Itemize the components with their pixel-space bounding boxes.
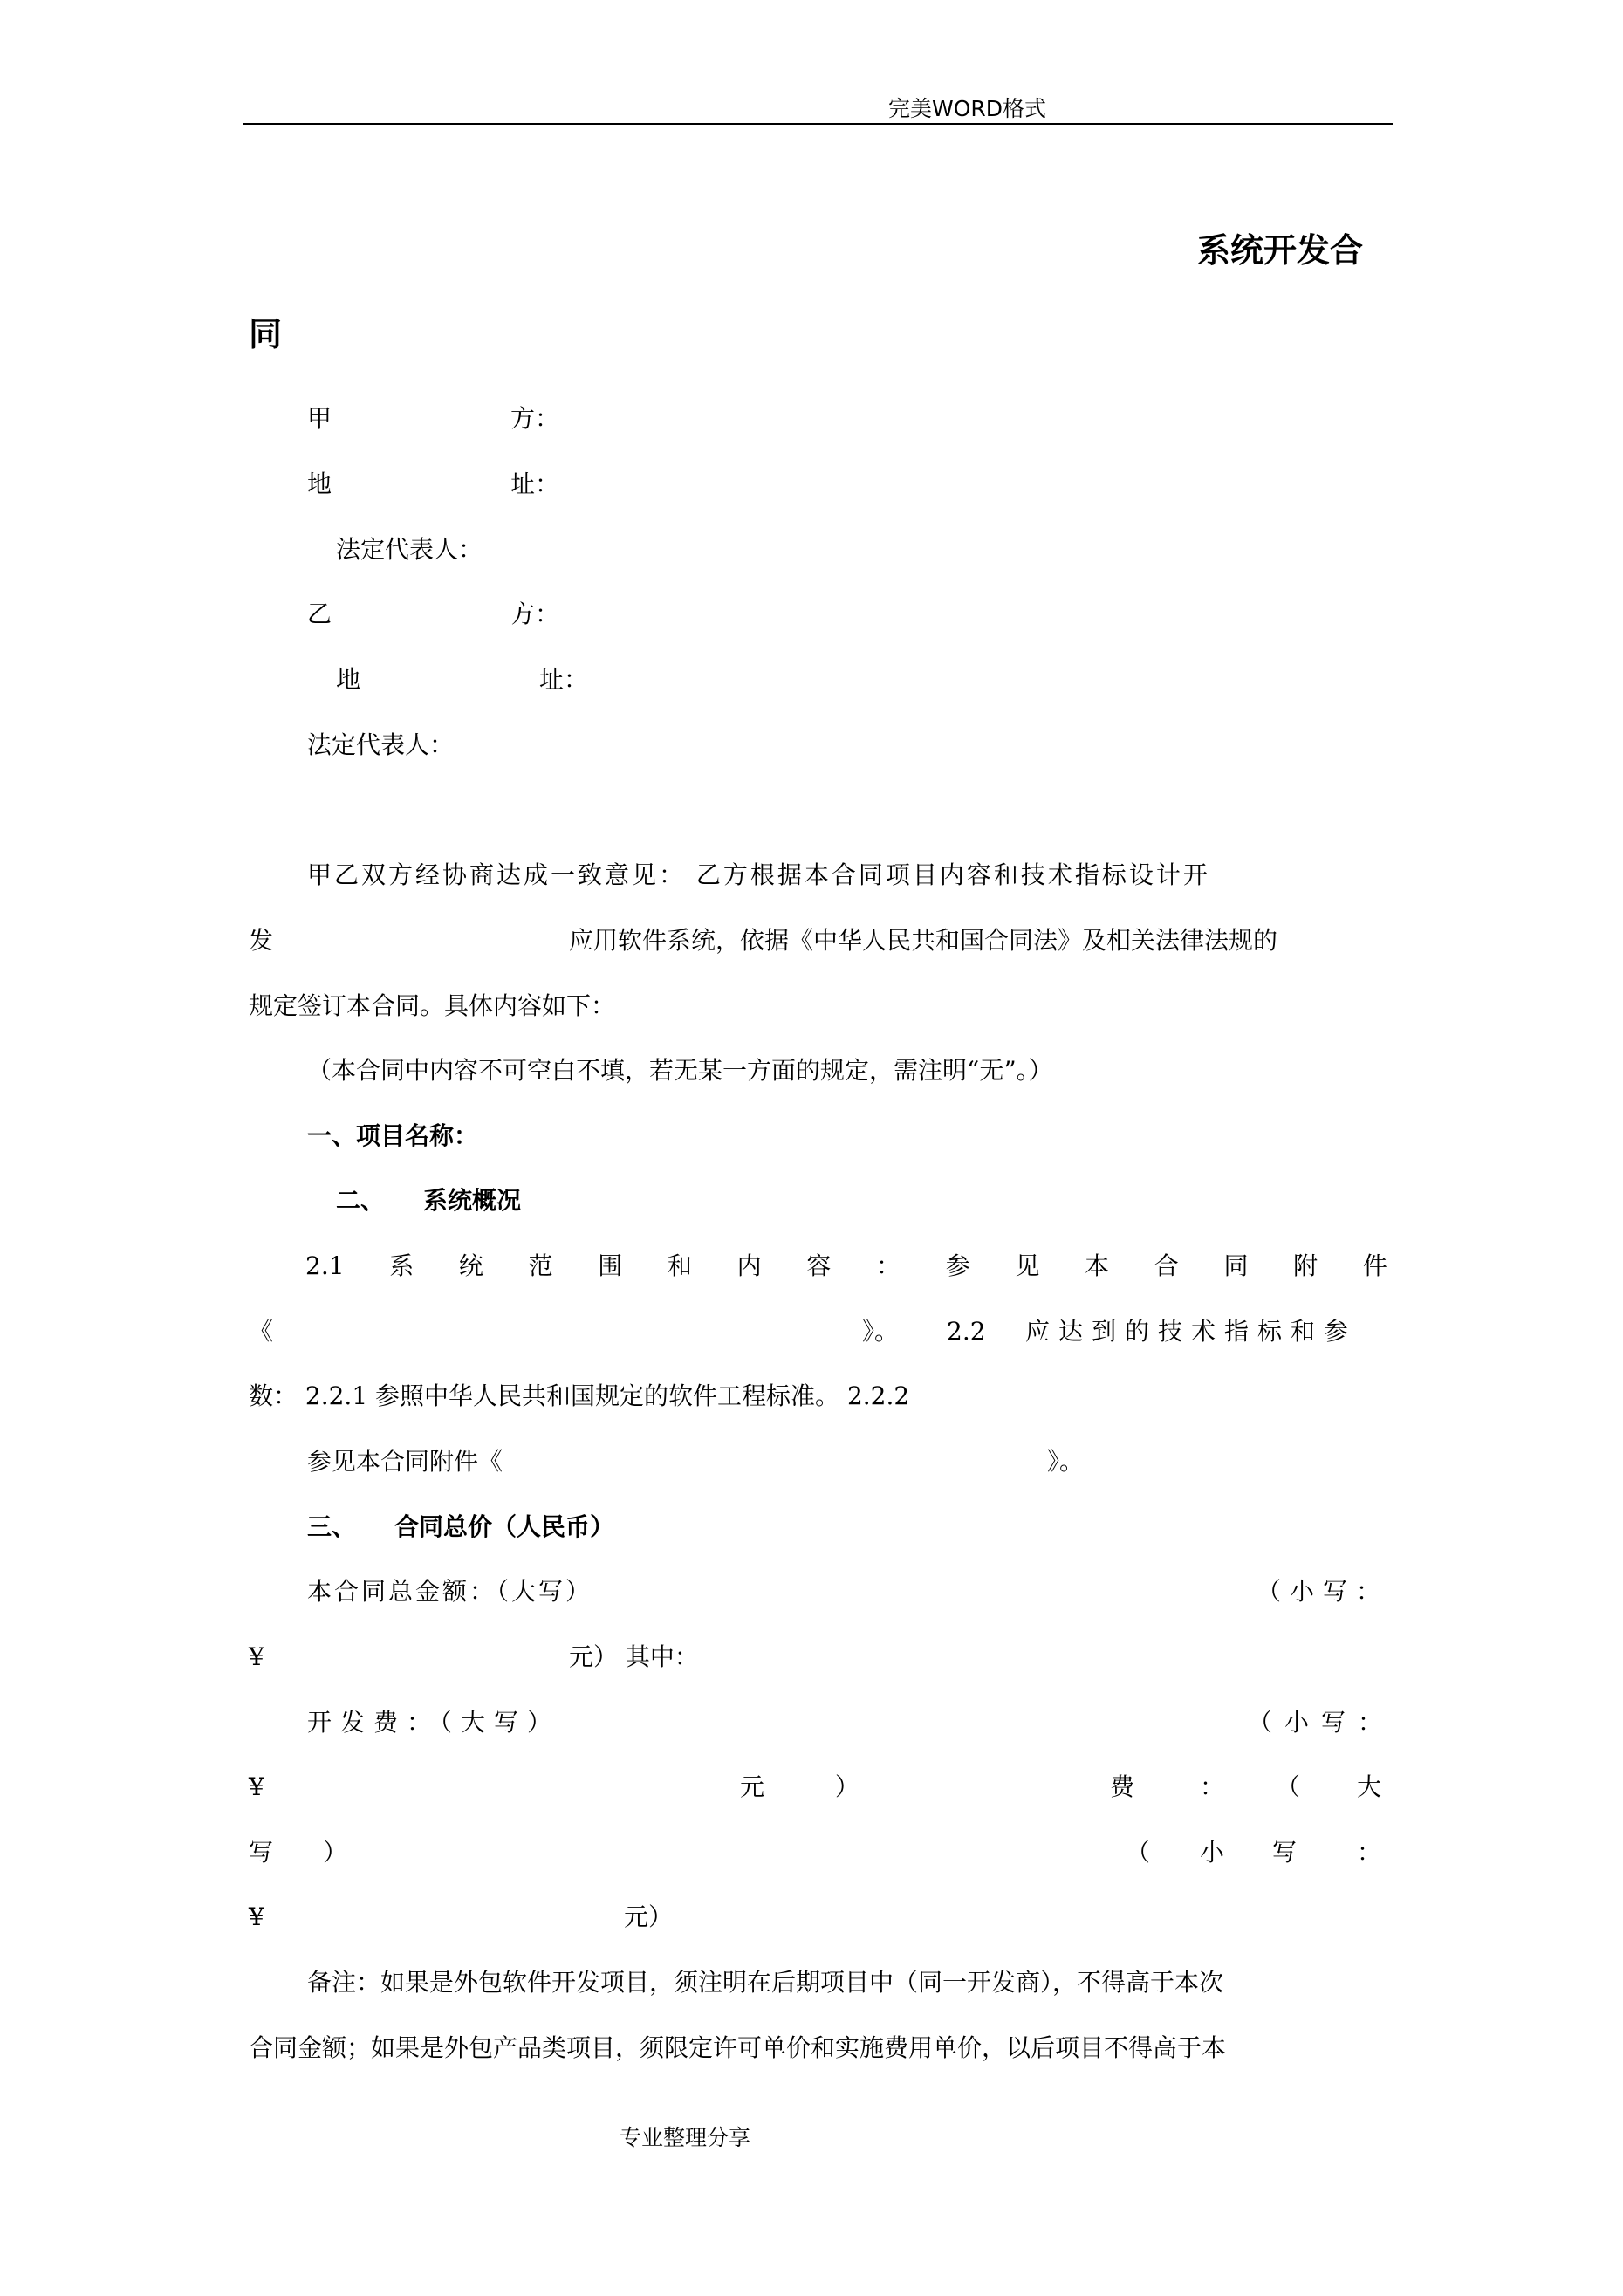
section-2-line-4a: 参见本合同附件《 [307,1447,503,1476]
section-2-line-2-number: 2.2 [947,1317,986,1346]
other-fee-paren: （ [1276,1772,1301,1801]
party-b-label-suffix: 方： [510,600,560,628]
total-amount-label: 本合同总金额：（大写） [307,1577,593,1606]
total-yuan: 元） 其中： [569,1642,699,1671]
party-b-representative: 法定代表人： [307,730,455,759]
section-2-item: 容 [806,1251,832,1280]
other-fee-yuan: 元） [624,1902,674,1931]
yen-sign: ¥ [249,1642,264,1671]
section-2-item: 和 [667,1251,692,1280]
section-2-item: 见 [1015,1251,1040,1280]
section-2-line-4b: 》。 [1047,1447,1085,1476]
other-fee-label: 费 [1110,1772,1135,1801]
other-fee-xiao: 小 [1200,1838,1225,1867]
remark-line-2: 合同金额；如果是外包产品类项目，须限定许可单价和实施费用单价，以后项目不得高于本 [249,2033,1227,2062]
section-2-line-2-text: 应达到的技术指标和参 [1025,1317,1358,1346]
page-header: 完美WORD格式 [888,96,1047,121]
section-2-item: 统 [458,1251,483,1280]
intro-line-1: 甲乙双方经协商达成一致意见： 乙方根据本合同项目内容和技术指标设计开 [307,860,1210,889]
section-2-item: 附 [1293,1251,1318,1280]
page-footer: 专业整理分享 [620,2125,751,2150]
other-fee-da: 大 [1357,1772,1382,1801]
intro-line-2b: 应用软件系统，依据《中华人民共和国合同法》及相关法律法规的 [569,926,1278,955]
section-2-item: 围 [598,1251,623,1280]
intro-line-2a: 发 [249,926,274,955]
dev-fee-yuan: 元 ） [740,1772,891,1801]
section-2-item: ： [876,1251,901,1280]
party-b-address-suffix: 址： [539,665,589,694]
section-2-line-3: 数： 2.2.1 参照中华人民共和国规定的软件工程标准。 2.2.2 [249,1381,910,1410]
other-fee-colon: ： [1200,1772,1225,1801]
yen-sign: ¥ [249,1772,264,1801]
section-2-number: 二、 [336,1186,386,1215]
party-a-address-label: 地 [307,469,332,498]
yen-sign: ¥ [249,1902,264,1931]
dev-fee-label: 开发费：（大写） [307,1708,561,1737]
section-2-item: 本 [1085,1251,1110,1280]
section-2-line-2-open: 《 [249,1317,274,1346]
section-2-item: 合 [1154,1251,1179,1280]
section-2-line-2-close: 》。 [862,1317,900,1346]
section-2-heading: 系统概况 [423,1186,522,1215]
section-2-item: 同 [1223,1251,1249,1280]
section-3-heading: 合同总价（人民币） [394,1512,615,1541]
header-rule [243,123,1393,125]
section-3-number: 三、 [307,1512,357,1541]
party-a-label-suffix: 方： [510,404,560,433]
remark-line-1: 备注：如果是外包软件开发项目，须注明在后期项目中（同一开发商），不得高于本次 [307,1968,1224,1997]
other-fee-paren-close: ） [323,1838,348,1867]
section-2-item: 内 [736,1251,762,1280]
party-a-representative: 法定代表人： [336,535,483,564]
party-a-address-suffix: 址： [510,469,560,498]
section-2-line-1 [305,1251,1387,1280]
other-fee-small-open: （ [1126,1838,1151,1867]
dev-fee-small: （小写： [1248,1708,1395,1737]
intro-note: （本合同中内容不可空白不填，若无某一方面的规定，需注明“无”。） [307,1056,1053,1085]
section-2-item: 系 [389,1251,414,1280]
section-1-heading: 一、项目名称： [307,1121,479,1150]
total-amount-small: （小写： [1257,1577,1390,1606]
doc-title-part2: 同 [249,315,283,353]
party-b-address-label: 地 [336,665,361,694]
section-2-item: 2.1 [305,1251,345,1280]
doc-title-part1: 系统开发合 [1197,231,1364,270]
intro-line-3: 规定签订本合同。具体内容如下： [249,991,616,1020]
section-2-item: 参 [945,1251,970,1280]
section-2-item: 件 [1362,1251,1387,1280]
party-a-label: 甲 [307,404,332,433]
other-fee-xie-2: 写 [1272,1838,1298,1867]
other-fee-colon-2: ： [1357,1838,1382,1867]
section-2-item: 范 [528,1251,553,1280]
party-b-label: 乙 [307,600,332,628]
other-fee-xie: 写 [249,1838,274,1867]
